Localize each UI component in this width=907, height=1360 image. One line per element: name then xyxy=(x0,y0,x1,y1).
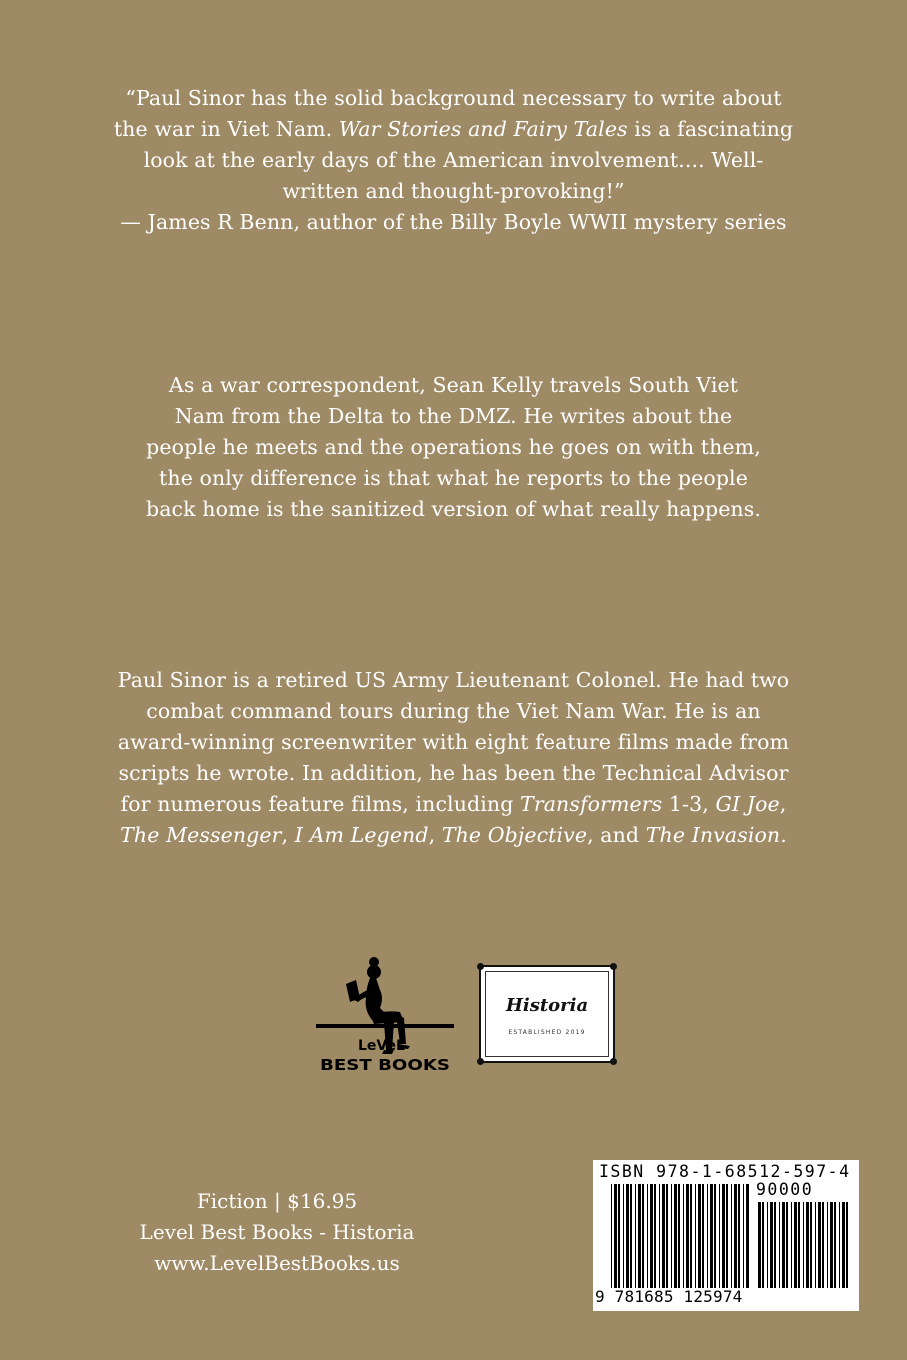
barcode-bar xyxy=(630,1184,632,1288)
lbb-text-line2: BEST BOOKS xyxy=(320,1056,450,1074)
film-title: GI Joe xyxy=(715,792,780,816)
barcode-bar xyxy=(654,1184,656,1288)
endorsement-quote xyxy=(0,83,907,238)
barcode-bar xyxy=(839,1202,840,1288)
quote-line-3: look at the early days of the American involvement.... Well- xyxy=(143,148,764,172)
barcode-bar xyxy=(794,1202,797,1288)
description-line: As a war correspondent, Sean Kelly travels South Viet xyxy=(168,373,739,397)
barcode-bar xyxy=(746,1184,749,1288)
barcode-bar xyxy=(618,1184,620,1288)
historia-logo xyxy=(479,965,615,1063)
barcode-bar xyxy=(698,1184,701,1288)
barcode-bar xyxy=(678,1184,680,1288)
reading-woman-silhouette-icon xyxy=(314,950,458,1078)
barcode-bar xyxy=(803,1202,804,1288)
barcode-bar xyxy=(842,1202,845,1288)
film-title: I Am Legend xyxy=(294,823,429,847)
bio-line-2: combat command tours during the Viet Nam War. He is an xyxy=(146,699,761,723)
barcode-bar xyxy=(659,1184,660,1288)
isbn-barcode xyxy=(593,1160,859,1311)
barcode-bar xyxy=(818,1202,821,1288)
quote-line-1: “Paul Sinor has the solid background necessary to write about xyxy=(125,86,782,110)
barcode-bar xyxy=(719,1184,720,1288)
film-title: The Invasion. xyxy=(645,823,787,847)
barcode-bar xyxy=(638,1184,641,1288)
publisher-info xyxy=(120,1186,434,1279)
barcode-bar xyxy=(710,1184,713,1288)
barcode-bar xyxy=(726,1184,728,1288)
lbb-text-line1: LeVeL xyxy=(358,1038,405,1054)
publisher-website: www.LevelBestBooks.us xyxy=(154,1251,400,1275)
film-title: Transformers xyxy=(520,792,663,816)
author-bio xyxy=(0,665,907,851)
barcode-bar xyxy=(666,1184,668,1288)
barcode-bar xyxy=(738,1184,740,1288)
barcode-bar xyxy=(782,1202,785,1288)
corner-ornament-icon xyxy=(477,963,484,970)
bio-line-4: scripts he wrote. In addition, he has been the Technical Advisor xyxy=(118,761,789,785)
barcode-bar xyxy=(758,1202,761,1288)
bio-line-5: for numerous feature films, including Transformers 1-3, GI Joe, xyxy=(120,792,787,816)
barcode-bar xyxy=(683,1184,684,1288)
description-line: Nam from the Delta to the DMZ. He writes about the xyxy=(174,404,733,428)
barcode-bar xyxy=(810,1202,812,1288)
historia-name: Historia xyxy=(505,995,589,1016)
barcode-bar xyxy=(662,1184,665,1288)
barcode-bar xyxy=(707,1184,708,1288)
barcode-bar xyxy=(626,1184,629,1288)
barcode-bar xyxy=(690,1184,692,1288)
barcode-bar xyxy=(722,1184,725,1288)
quote-attribution: — James R Benn, author of the Billy Boyle WWII mystery series xyxy=(120,210,787,234)
barcode-bar xyxy=(774,1202,776,1288)
barcode-bar xyxy=(686,1184,689,1288)
barcode-bar xyxy=(671,1184,672,1288)
barcode-bar xyxy=(702,1184,704,1288)
corner-ornament-icon xyxy=(477,1058,484,1065)
book-description xyxy=(0,370,907,525)
barcode-bar xyxy=(827,1202,828,1288)
barcode-bar xyxy=(762,1202,764,1288)
corner-ornament-icon xyxy=(610,963,617,970)
imprint-name: Level Best Books - Historia xyxy=(139,1220,415,1244)
barcode-bar xyxy=(714,1184,716,1288)
barcode-bar xyxy=(786,1202,788,1288)
barcode-bar xyxy=(779,1202,780,1288)
barcode-bar xyxy=(834,1202,836,1288)
barcode-bar xyxy=(623,1184,624,1288)
level-best-books-logo xyxy=(314,950,458,1078)
barcode-bar xyxy=(846,1202,848,1288)
barcode-bar xyxy=(635,1184,636,1288)
genre-price: Fiction | $16.95 xyxy=(196,1189,358,1213)
quote-line-2: the war in Viet Nam. War Stories and Fairy Tales is a fascinating xyxy=(113,117,794,141)
barcode-bar xyxy=(650,1184,653,1288)
quote-line-4: written and thought-provoking!” xyxy=(282,179,625,203)
barcode-bar xyxy=(642,1184,644,1288)
barcode-bar xyxy=(674,1184,677,1288)
barcode-bar xyxy=(614,1184,617,1288)
barcode-bar xyxy=(767,1202,768,1288)
book-title: War Stories and Fairy Tales xyxy=(338,117,628,141)
barcode-bar xyxy=(731,1184,732,1288)
ean-digits: 9 781685 125974 xyxy=(595,1287,743,1306)
barcode-bar xyxy=(815,1202,816,1288)
bio-line-6: The Messenger, I Am Legend, The Objective, and The Invasion. xyxy=(120,823,787,847)
barcode-bar xyxy=(743,1184,744,1288)
barcode-bar xyxy=(611,1184,612,1288)
barcode-bar xyxy=(822,1202,824,1288)
barcode-bar xyxy=(695,1184,696,1288)
isbn-number: ISBN 978-1-68512-597-4 xyxy=(599,1162,851,1181)
barcode-bar xyxy=(830,1202,833,1288)
description-line: back home is the sanitized version of what really happens. xyxy=(146,497,761,521)
barcode-bar xyxy=(647,1184,648,1288)
barcode-bar xyxy=(770,1202,773,1288)
barcode-bar xyxy=(734,1184,737,1288)
description-line: people he meets and the operations he goes on with them, xyxy=(146,435,761,459)
barcode-bar xyxy=(806,1202,809,1288)
film-title: The Objective xyxy=(441,823,588,847)
corner-ornament-icon xyxy=(610,1058,617,1065)
description-line: the only difference is that what he reports to the people xyxy=(159,466,748,490)
barcode-bar xyxy=(791,1202,792,1288)
price-addon-code: 90000 xyxy=(756,1180,814,1199)
bio-line-1: Paul Sinor is a retired US Army Lieutenant Colonel. He had two xyxy=(117,668,790,692)
historia-established: ESTABLISHED 2019 xyxy=(508,1029,586,1036)
film-title: The Messenger xyxy=(120,823,282,847)
bio-line-3: award-winning screenwriter with eight feature films made from xyxy=(117,730,790,754)
barcode-bar xyxy=(798,1202,800,1288)
